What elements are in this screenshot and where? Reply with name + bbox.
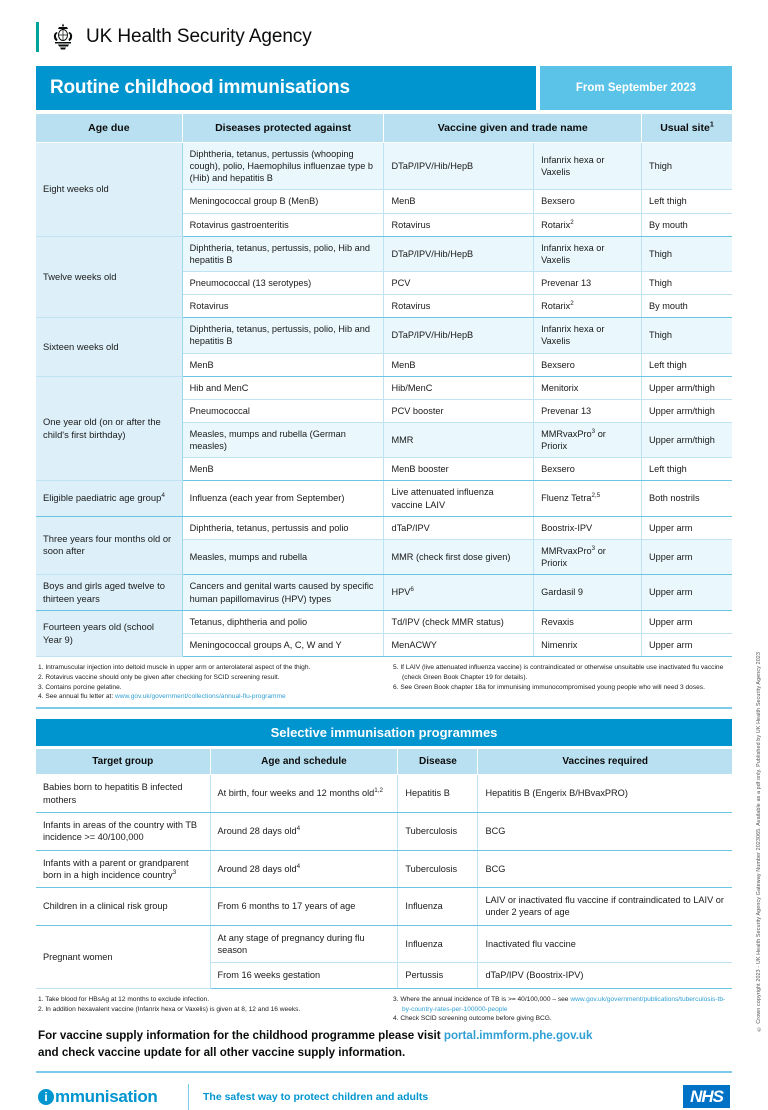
copyright-notice: © Crown copyright 2023 - UK Health Security Agency Gateway Number 2023065. Available as a pdf only. Published by UK Health Security Agency 2023 (756, 651, 762, 1031)
footnote-item-link: 3. Where the annual incidence of TB is >= 40/100,000 – see www.gov.uk/government/publications/tuberculosis-tb-by-country-rates-per-100000-people (393, 995, 726, 1013)
target-group-cell: Infants in areas of the country with TB incidence >= 40/100,000 (36, 812, 210, 850)
disease-cell: Measles, mumps and rubella (182, 539, 384, 574)
trade-name-cell: Bexsero (534, 458, 642, 481)
footnote-item: 3. Contains porcine gelatine. (38, 683, 122, 691)
footnote-item: 1. Intramuscular injection into deltoid muscle in upper arm or anterolateral aspect of the thigh. (38, 664, 311, 672)
schedule-row (36, 318, 732, 353)
vaccine-cell: DTaP/IPV/Hib/HepB (384, 318, 534, 353)
vaccines-required-cell: BCG (478, 850, 732, 888)
vaccine-cell: Rotavirus (384, 295, 534, 318)
disease-cell: Measles, mumps and rubella (German measles) (182, 422, 384, 457)
trade-name-cell: Infanrix hexa or Vaxelis (534, 318, 642, 353)
schedule-row (36, 516, 732, 539)
col-age-schedule: Age and schedule (210, 749, 398, 775)
effective-date-badge: From September 2023 (540, 66, 732, 110)
schedule-row (36, 236, 732, 271)
site-cell: By mouth (641, 213, 732, 236)
disease-cell: Tuberculosis (398, 850, 478, 888)
tb-rates-link[interactable]: www.gov.uk/government/publications/tuberculosis-tb-by-country-rates-per-100000-people (402, 995, 726, 1013)
disease-cell: Rotavirus (182, 295, 384, 318)
footnotes-routine-right (393, 663, 730, 702)
disease-cell: Pertussis (398, 963, 478, 988)
col-disease: Disease (398, 749, 478, 775)
disease-cell: Pneumococcal (182, 399, 384, 422)
vaccines-required-cell: LAIV or inactivated flu vaccine if contraindicated to LAIV or under 2 years of age (478, 888, 732, 926)
col-diseases: Diseases protected against (182, 114, 384, 143)
immunisation-wordmark: mmunisation (55, 1086, 158, 1106)
site-cell: Thigh (641, 143, 732, 190)
site-cell: Both nostrils (641, 481, 732, 516)
masthead (36, 0, 732, 66)
schedule-row (36, 143, 732, 190)
immform-portal-link[interactable]: portal.immform.phe.gov.uk (443, 1029, 593, 1043)
schedule-cell: From 16 weeks gestation (210, 963, 398, 988)
schedule-cell: Around 28 days old$^4$ (210, 850, 398, 888)
disease-cell: Diphtheria, tetanus, pertussis, polio, Hib and hepatitis B (182, 236, 384, 271)
vaccine-cell: Live attenuated influenza vaccine LAIV (384, 481, 534, 516)
site-cell: Upper arm (641, 516, 732, 539)
vaccine-supply-note (36, 1024, 732, 1071)
vaccine-cell: MenB booster (384, 458, 534, 481)
selective-body (36, 775, 732, 989)
site-cell: Thigh (641, 318, 732, 353)
footnotes-selective-right (393, 995, 730, 1024)
vaccine-cell: MMR (384, 422, 534, 457)
vaccines-required-cell: Inactivated flu vaccine (478, 925, 732, 963)
selective-programmes-table (36, 749, 732, 989)
col-usual-site: Usual site$^1$ (641, 114, 732, 143)
routine-schedule-table (36, 114, 732, 657)
col-vaccine-trade: Vaccine given and trade name (384, 114, 642, 143)
target-group-cell: Children in a clinical risk group (36, 888, 210, 926)
footnote-item: 1. Take blood for HBsAg at 12 months to exclude infection. (38, 995, 210, 1003)
site-cell: Thigh (641, 271, 732, 294)
schedule-row (36, 575, 732, 611)
trade-name-cell: Nimenrix (534, 634, 642, 657)
vaccines-required-cell: dTaP/IPV (Boostrix-IPV) (478, 963, 732, 988)
supply-prefix: For vaccine supply information for the childhood programme please visit (38, 1029, 444, 1043)
footnote-item: 2. Rotavirus vaccine should only be given after checking for SCID screening result. (38, 673, 280, 681)
site-cell: Upper arm (641, 610, 732, 633)
age-cell: One year old (on or after the child's first birthday) (36, 376, 182, 481)
footnote2-list-right (393, 995, 730, 1024)
vaccine-cell: MenB (384, 353, 534, 376)
vaccine-cell: MenB (384, 190, 534, 213)
trade-name-cell: Bexsero (534, 353, 642, 376)
age-cell: Fourteen years old (school Year 9) (36, 610, 182, 656)
site-cell: By mouth (641, 295, 732, 318)
selective-row (36, 775, 732, 813)
site-cell: Left thigh (641, 353, 732, 376)
site-cell: Upper arm/thigh (641, 422, 732, 457)
footnotes-selective-left (38, 995, 375, 1024)
vaccine-cell: HPV$^6$ (384, 575, 534, 611)
schedule-row (36, 610, 732, 633)
vaccine-cell: Rotavirus (384, 213, 534, 236)
schedule-header-row (36, 114, 732, 143)
flu-letter-link[interactable]: www.gov.uk/government/collections/annual-flu-programme (114, 693, 286, 701)
site-cell: Thigh (641, 236, 732, 271)
selective-row (36, 850, 732, 888)
disease-cell: Cancers and genital warts caused by specific human papillomavirus (HPV) types (182, 575, 384, 611)
disease-cell: Meningococcal groups A, C, W and Y (182, 634, 384, 657)
info-i-icon: i (38, 1089, 54, 1105)
disease-cell: Tuberculosis (398, 812, 478, 850)
trade-name-cell: Menitorix (534, 376, 642, 399)
age-cell: Three years four months old or soon after (36, 516, 182, 574)
footnote-item: 5. If LAIV (live attenuated influenza vaccine) is contraindicated or otherwise unsuitable use inactivated flu vaccine (check Green Book Chapter 19 for details). (393, 664, 724, 681)
vaccine-cell: DTaP/IPV/Hib/HepB (384, 143, 534, 190)
schedule-cell: From 6 months to 17 years of age (210, 888, 398, 926)
target-group-cell: Infants with a parent or grandparent born in a high incidence country$^3$ (36, 850, 210, 888)
supply-line2: and check vaccine update for all other vaccine supply information. (38, 1045, 406, 1059)
vaccine-cell: MMR (check first dose given) (384, 539, 534, 574)
title-band (36, 66, 732, 110)
trade-name-cell: Rotarix$^2$ (534, 213, 642, 236)
trade-name-cell: Rotarix$^2$ (534, 295, 642, 318)
schedule-cell: Around 28 days old$^4$ (210, 812, 398, 850)
divider-rule (36, 707, 732, 709)
disease-cell: Diphtheria, tetanus, pertussis (whooping cough), polio, Haemophilus influenzae type b (Hib) and hepatitis B (182, 143, 384, 190)
vaccine-cell: Td/IPV (check MMR status) (384, 610, 534, 633)
col-target-group: Target group (36, 749, 210, 775)
schedule-cell: At birth, four weeks and 12 months old$^{1,2}$ (210, 775, 398, 813)
age-cell: Twelve weeks old (36, 236, 182, 318)
disease-cell: MenB (182, 353, 384, 376)
schedule-cell: At any stage of pregnancy during flu season (210, 925, 398, 963)
site-cell: Upper arm/thigh (641, 376, 732, 399)
disease-cell: Hib and MenC (182, 376, 384, 399)
disease-cell: Hepatitis B (398, 775, 478, 813)
selective-row (36, 925, 732, 963)
masthead-title: UK Health Security Agency (86, 26, 312, 47)
royal-coat-of-arms-icon (48, 22, 78, 52)
age-cell: Eligible paediatric age group$^4$ (36, 481, 182, 516)
footer-tagline: The safest way to protect children and adults (203, 1090, 429, 1103)
footnotes-routine (36, 657, 732, 702)
trade-name-cell: Infanrix hexa or Vaxelis (534, 143, 642, 190)
vaccine-cell: PCV (384, 271, 534, 294)
immunisation-logo (38, 1087, 188, 1107)
footer (36, 1073, 732, 1110)
disease-cell: Meningococcal group B (MenB) (182, 190, 384, 213)
vaccine-cell: dTaP/IPV (384, 516, 534, 539)
site-cell: Upper arm (641, 634, 732, 657)
trade-name-cell: Prevenar 13 (534, 399, 642, 422)
footnote-item: 6. See Green Book chapter 18a for immunising immunocompromised young people who will need 3 doses. (393, 683, 705, 691)
selective-banner: Selective immunisation programmes (36, 719, 732, 746)
trade-name-cell: Bexsero (534, 190, 642, 213)
trade-name-cell: Prevenar 13 (534, 271, 642, 294)
footnote-item: 2. In addition hexavalent vaccine (Infanrix hexa or Vaxelis) is given at 8, 12 and 16 weeks. (38, 1005, 301, 1013)
nhs-logo: NHS (683, 1085, 730, 1108)
disease-cell: Rotavirus gastroenteritis (182, 213, 384, 236)
col-age-due: Age due (36, 114, 182, 143)
disease-cell: Influenza (398, 925, 478, 963)
disease-cell: Influenza (each year from September) (182, 481, 384, 516)
vaccine-cell: Hib/MenC (384, 376, 534, 399)
vaccines-required-cell: BCG (478, 812, 732, 850)
age-cell: Eight weeks old (36, 143, 182, 237)
selective-row (36, 888, 732, 926)
trade-name-cell: MMRvaxPro$^3$ or Priorix (534, 422, 642, 457)
footnote-list-right (393, 663, 730, 692)
site-cell: Upper arm/thigh (641, 399, 732, 422)
teal-accent-bar (36, 22, 39, 52)
footnotes-selective (36, 989, 732, 1024)
footnote-list-left (38, 663, 375, 702)
vaccine-cell: MenACWY (384, 634, 534, 657)
trade-name-cell: MMRvaxPro$^3$ or Priorix (534, 539, 642, 574)
vaccine-cell: DTaP/IPV/Hib/HepB (384, 236, 534, 271)
site-cell: Upper arm (641, 575, 732, 611)
schedule-row (36, 481, 732, 516)
footnote-item: 4. Check SCID screening outcome before giving BCG. (393, 1015, 552, 1023)
trade-name-cell: Infanrix hexa or Vaxelis (534, 236, 642, 271)
disease-cell: Pneumococcal (13 serotypes) (182, 271, 384, 294)
age-cell: Sixteen weeks old (36, 318, 182, 376)
vaccine-cell: PCV booster (384, 399, 534, 422)
site-cell: Upper arm (641, 539, 732, 574)
vaccines-required-cell: Hepatitis B (Engerix B/HBvaxPRO) (478, 775, 732, 813)
footnote2-list-left (38, 995, 375, 1015)
site-cell: Left thigh (641, 458, 732, 481)
disease-cell: Tetanus, diphtheria and polio (182, 610, 384, 633)
trade-name-cell: Revaxis (534, 610, 642, 633)
site-cell: Left thigh (641, 190, 732, 213)
disease-cell: MenB (182, 458, 384, 481)
footnote-item-link: 4. See annual flu letter at: www.gov.uk/government/collections/annual-flu-programme (38, 693, 286, 701)
disease-cell: Diphtheria, tetanus, pertussis, polio, Hib and hepatitis B (182, 318, 384, 353)
target-group-cell: Pregnant women (36, 925, 210, 988)
trade-name-cell: Gardasil 9 (534, 575, 642, 611)
schedule-row (36, 376, 732, 399)
trade-name-cell: Fluenz Tetra$^{2,5}$ (534, 481, 642, 516)
target-group-cell: Babies born to hepatitis B infected mothers (36, 775, 210, 813)
col-vaccines-required: Vaccines required (478, 749, 732, 775)
age-cell: Boys and girls aged twelve to thirteen years (36, 575, 182, 611)
footer-divider (188, 1084, 189, 1110)
selective-row (36, 812, 732, 850)
disease-cell: Influenza (398, 888, 478, 926)
page-title: Routine childhood immunisations (36, 66, 536, 110)
trade-name-cell: Boostrix-IPV (534, 516, 642, 539)
disease-cell: Diphtheria, tetanus, pertussis and polio (182, 516, 384, 539)
footnotes-routine-left (38, 663, 375, 702)
schedule-body (36, 143, 732, 657)
selective-header-row (36, 749, 732, 775)
